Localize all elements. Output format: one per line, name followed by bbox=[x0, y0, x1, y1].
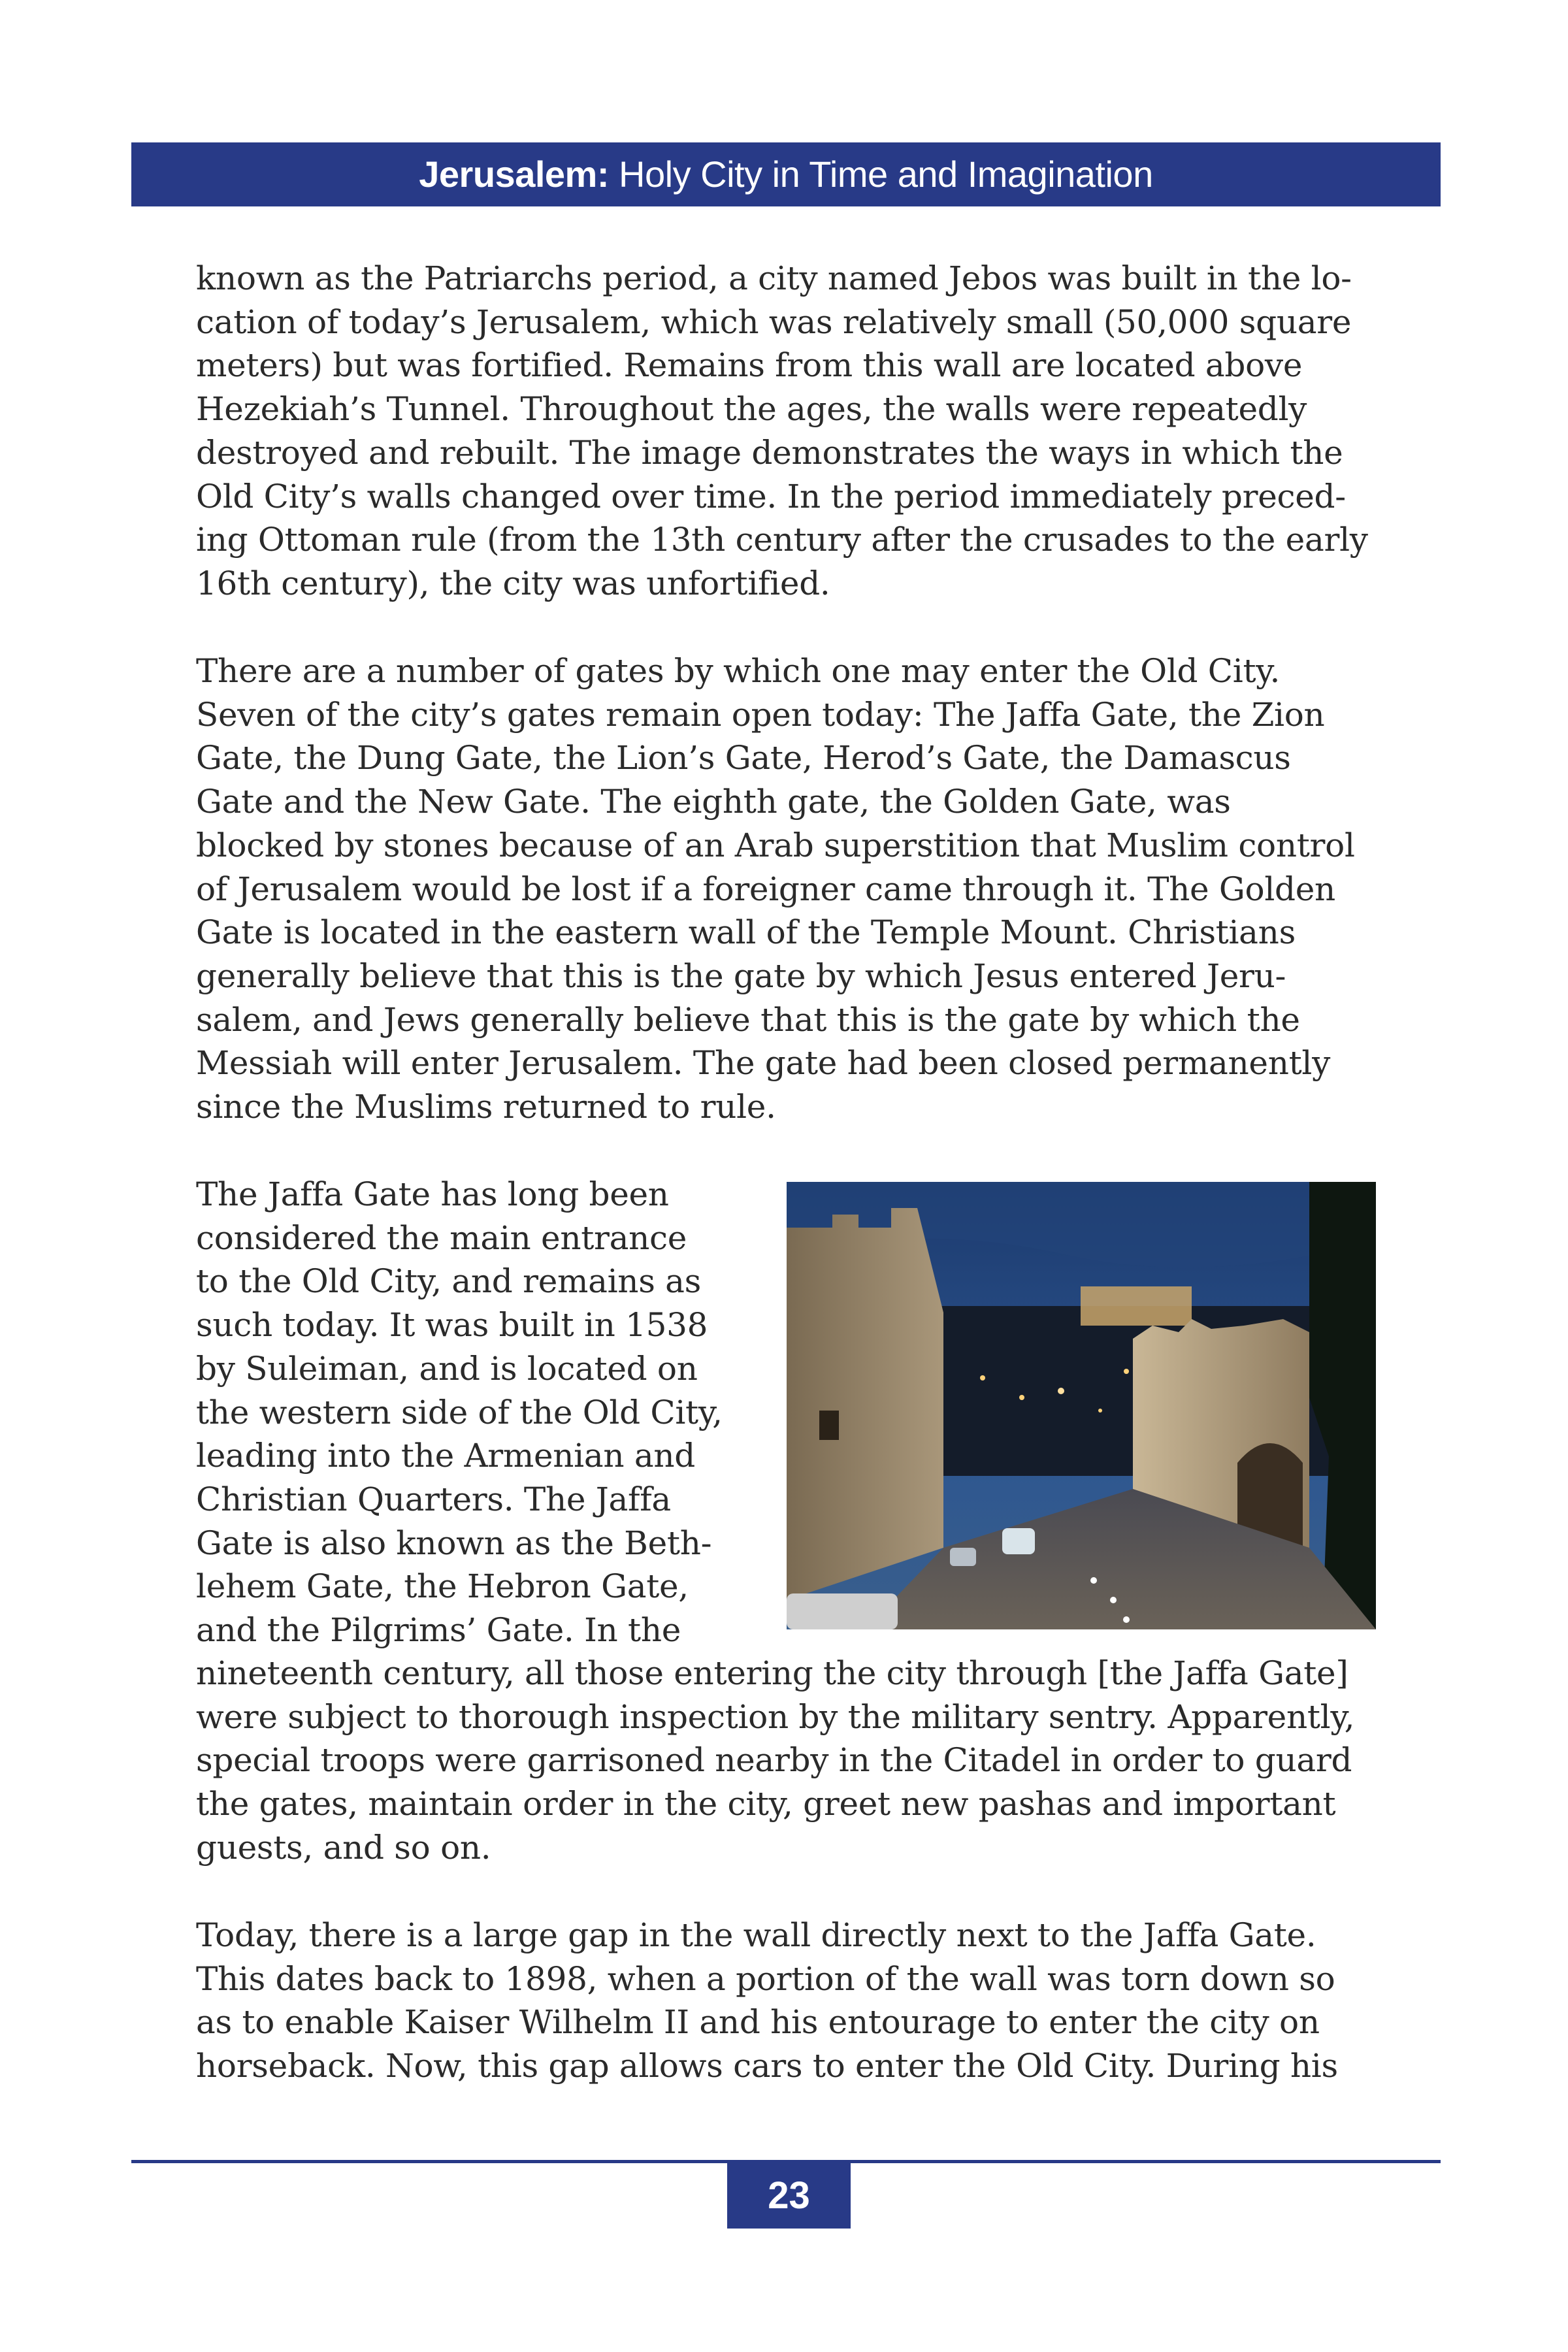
page-number: 23 bbox=[727, 2163, 851, 2229]
text-line: Christian Quarters. The Jaffa bbox=[196, 1480, 671, 1518]
text-line: destroyed and rebuilt. The image demonstrates the ways in which the bbox=[196, 433, 1343, 472]
text-line: Today, there is a large gap in the wall directly next to the Jaffa Gate. bbox=[196, 1916, 1316, 1954]
text-line: since the Muslims returned to rule. bbox=[196, 1088, 776, 1126]
text-line: special troops were garrisoned nearby in the Citadel in order to guard bbox=[196, 1741, 1352, 1780]
text-line: Gate, the Dung Gate, the Lion’s Gate, Herod’s Gate, the Damascus bbox=[196, 739, 1291, 777]
text-line: horseback. Now, this gap allows cars to enter the Old City. During his bbox=[196, 2047, 1338, 2085]
text-line: Gate and the New Gate. The eighth gate, the Golden Gate, was bbox=[196, 783, 1231, 821]
text-line: Messiah will enter Jerusalem. The gate had been closed permanently bbox=[196, 1044, 1331, 1083]
text-line: by Suleiman, and is located on bbox=[196, 1349, 698, 1388]
text-line: of Jerusalem would be lost if a foreigner came through it. The Golden bbox=[196, 870, 1335, 908]
text-line: Gate is also known as the Beth- bbox=[196, 1524, 712, 1562]
text-line: known as the Patriarchs period, a city named Jebos was built in the lo- bbox=[196, 259, 1352, 297]
text-line: Seven of the city’s gates remain open today: The Jaffa Gate, the Zion bbox=[196, 695, 1325, 734]
text-line: nineteenth century, all those entering the city through [the Jaffa Gate] bbox=[196, 1654, 1348, 1692]
text-line: to the Old City, and remains as bbox=[196, 1262, 702, 1301]
text-line: as to enable Kaiser Wilhelm II and his entourage to enter the city on bbox=[196, 2003, 1320, 2042]
paragraph-1 bbox=[196, 257, 1379, 606]
text-line: lehem Gate, the Hebron Gate, bbox=[196, 1567, 689, 1606]
text-line: There are a number of gates by which one may enter the Old City. bbox=[196, 652, 1281, 690]
running-header bbox=[131, 142, 1441, 206]
text-line: the western side of the Old City, bbox=[196, 1393, 723, 1431]
text-line: cation of today’s Jerusalem, which was relatively small (50,000 square bbox=[196, 302, 1352, 341]
text-line: Old City’s walls changed over time. In the period immediately preced- bbox=[196, 477, 1346, 515]
text-line: Hezekiah’s Tunnel. Throughout the ages, the walls were repeatedly bbox=[196, 390, 1307, 429]
text-line: considered the main entrance bbox=[196, 1218, 687, 1257]
header-title-bold: Jerusalem: bbox=[419, 154, 609, 195]
text-line: The Jaffa Gate has long been bbox=[196, 1175, 669, 1213]
text-line: leading into the Armenian and bbox=[196, 1437, 695, 1475]
text-line: This dates back to 1898, when a portion of the wall was torn down so bbox=[196, 1959, 1335, 1998]
text-line: blocked by stones because of an Arab superstition that Muslim control bbox=[196, 826, 1355, 864]
text-line: salem, and Jews generally believe that this is the gate by which the bbox=[196, 1000, 1300, 1039]
text-line: Gate is located in the eastern wall of the Temple Mount. Christians bbox=[196, 913, 1296, 952]
paragraph-4 bbox=[196, 1914, 1379, 2088]
text-line: were subject to thorough inspection by the military sentry. Apparently, bbox=[196, 1697, 1355, 1736]
paragraph-2 bbox=[196, 649, 1379, 1129]
text-line: the gates, maintain order in the city, greet new pashas and important bbox=[196, 1785, 1336, 1823]
text-line: 16th century), the city was unfortified. bbox=[196, 564, 830, 602]
header-title-rest: Holy City in Time and Imagination bbox=[609, 154, 1153, 195]
text-line: meters) but was fortified. Remains from this wall are located above bbox=[196, 346, 1303, 385]
text-line: such today. It was built in 1538 bbox=[196, 1306, 708, 1345]
paragraph-3-continued bbox=[196, 1652, 1379, 1870]
jaffa-gate-photo bbox=[787, 1182, 1376, 1629]
text-line: guests, and so on. bbox=[196, 1828, 491, 1867]
text-line: generally believe that this is the gate by which Jesus entered Jeru- bbox=[196, 956, 1286, 995]
text-line: and the Pilgrims’ Gate. In the bbox=[196, 1611, 681, 1650]
text-line: ing Ottoman rule (from the 13th century after the crusades to the early bbox=[196, 521, 1368, 559]
